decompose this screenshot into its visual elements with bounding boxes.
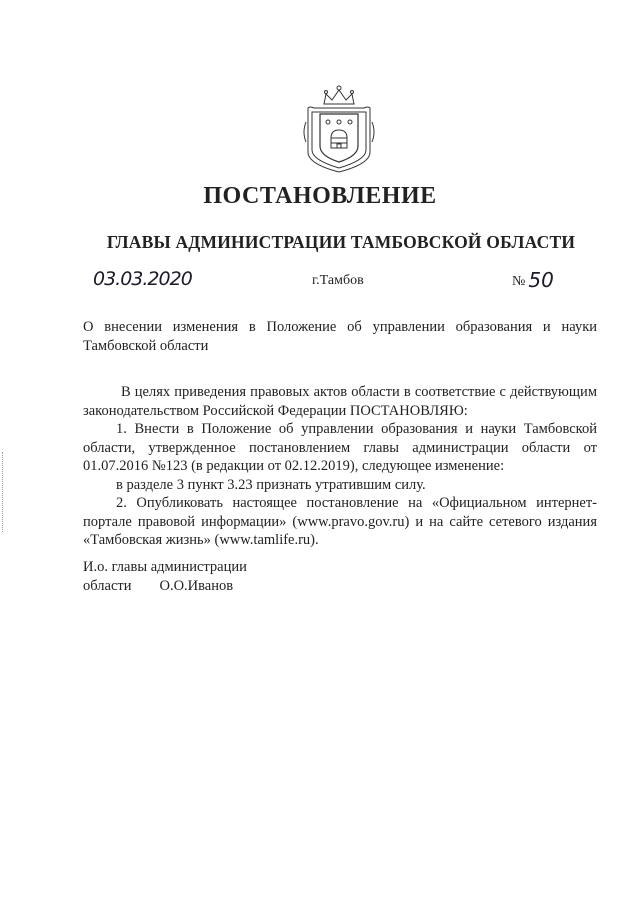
signature-position-line1: И.о. главы администрации xyxy=(83,559,247,575)
document-subject: О внесении изменения в Положение об управлении образования и науки Тамбовской области xyxy=(83,319,597,354)
signature-block xyxy=(83,558,343,595)
document-subtitle: ГЛАВЫ АДМИНИСТРАЦИИ ТАМБОВСКОЙ ОБЛАСТИ xyxy=(106,232,576,252)
signature-name: О.О.Иванов xyxy=(159,577,234,594)
preamble-paragraph: В целях приведения правовых актов области в соответствие с действующим законодательством Российской Федерации ПОСТАНОВЛЯЮ: xyxy=(83,384,597,419)
document-body xyxy=(83,383,597,550)
document-number xyxy=(512,268,554,292)
margin-scan-mark xyxy=(2,452,6,532)
document-meta xyxy=(0,268,640,294)
document-city: г.Тамбов xyxy=(312,273,364,288)
document-title: ПОСТАНОВЛЕНИЕ xyxy=(203,183,437,209)
item-2-paragraph: 2. Опубликовать настоящее постановление на «Официальном интернет-портале правовой информации» (www.pravo.gov.ru) и на сайте сетевого издания «Тамбовская жизнь» (www.tamlife.ru). xyxy=(83,495,597,548)
number-value: 50 xyxy=(528,268,554,292)
coat-of-arms-icon xyxy=(300,82,378,174)
item-1-subparagraph: в разделе 3 пункт 3.23 признать утратившим силу. xyxy=(116,476,426,493)
document-date: 03.03.2020 xyxy=(93,268,192,290)
signature-position-line2: области xyxy=(83,577,132,594)
item-1-paragraph: 1. Внести в Положение об управлении образования и науки Тамбовской области, утвержденное постановлением главы администрации области от 01.07.2016 №123 (в редакции от 02.12.2019), следующее изменение: xyxy=(83,421,597,474)
number-sign: № xyxy=(512,274,526,289)
